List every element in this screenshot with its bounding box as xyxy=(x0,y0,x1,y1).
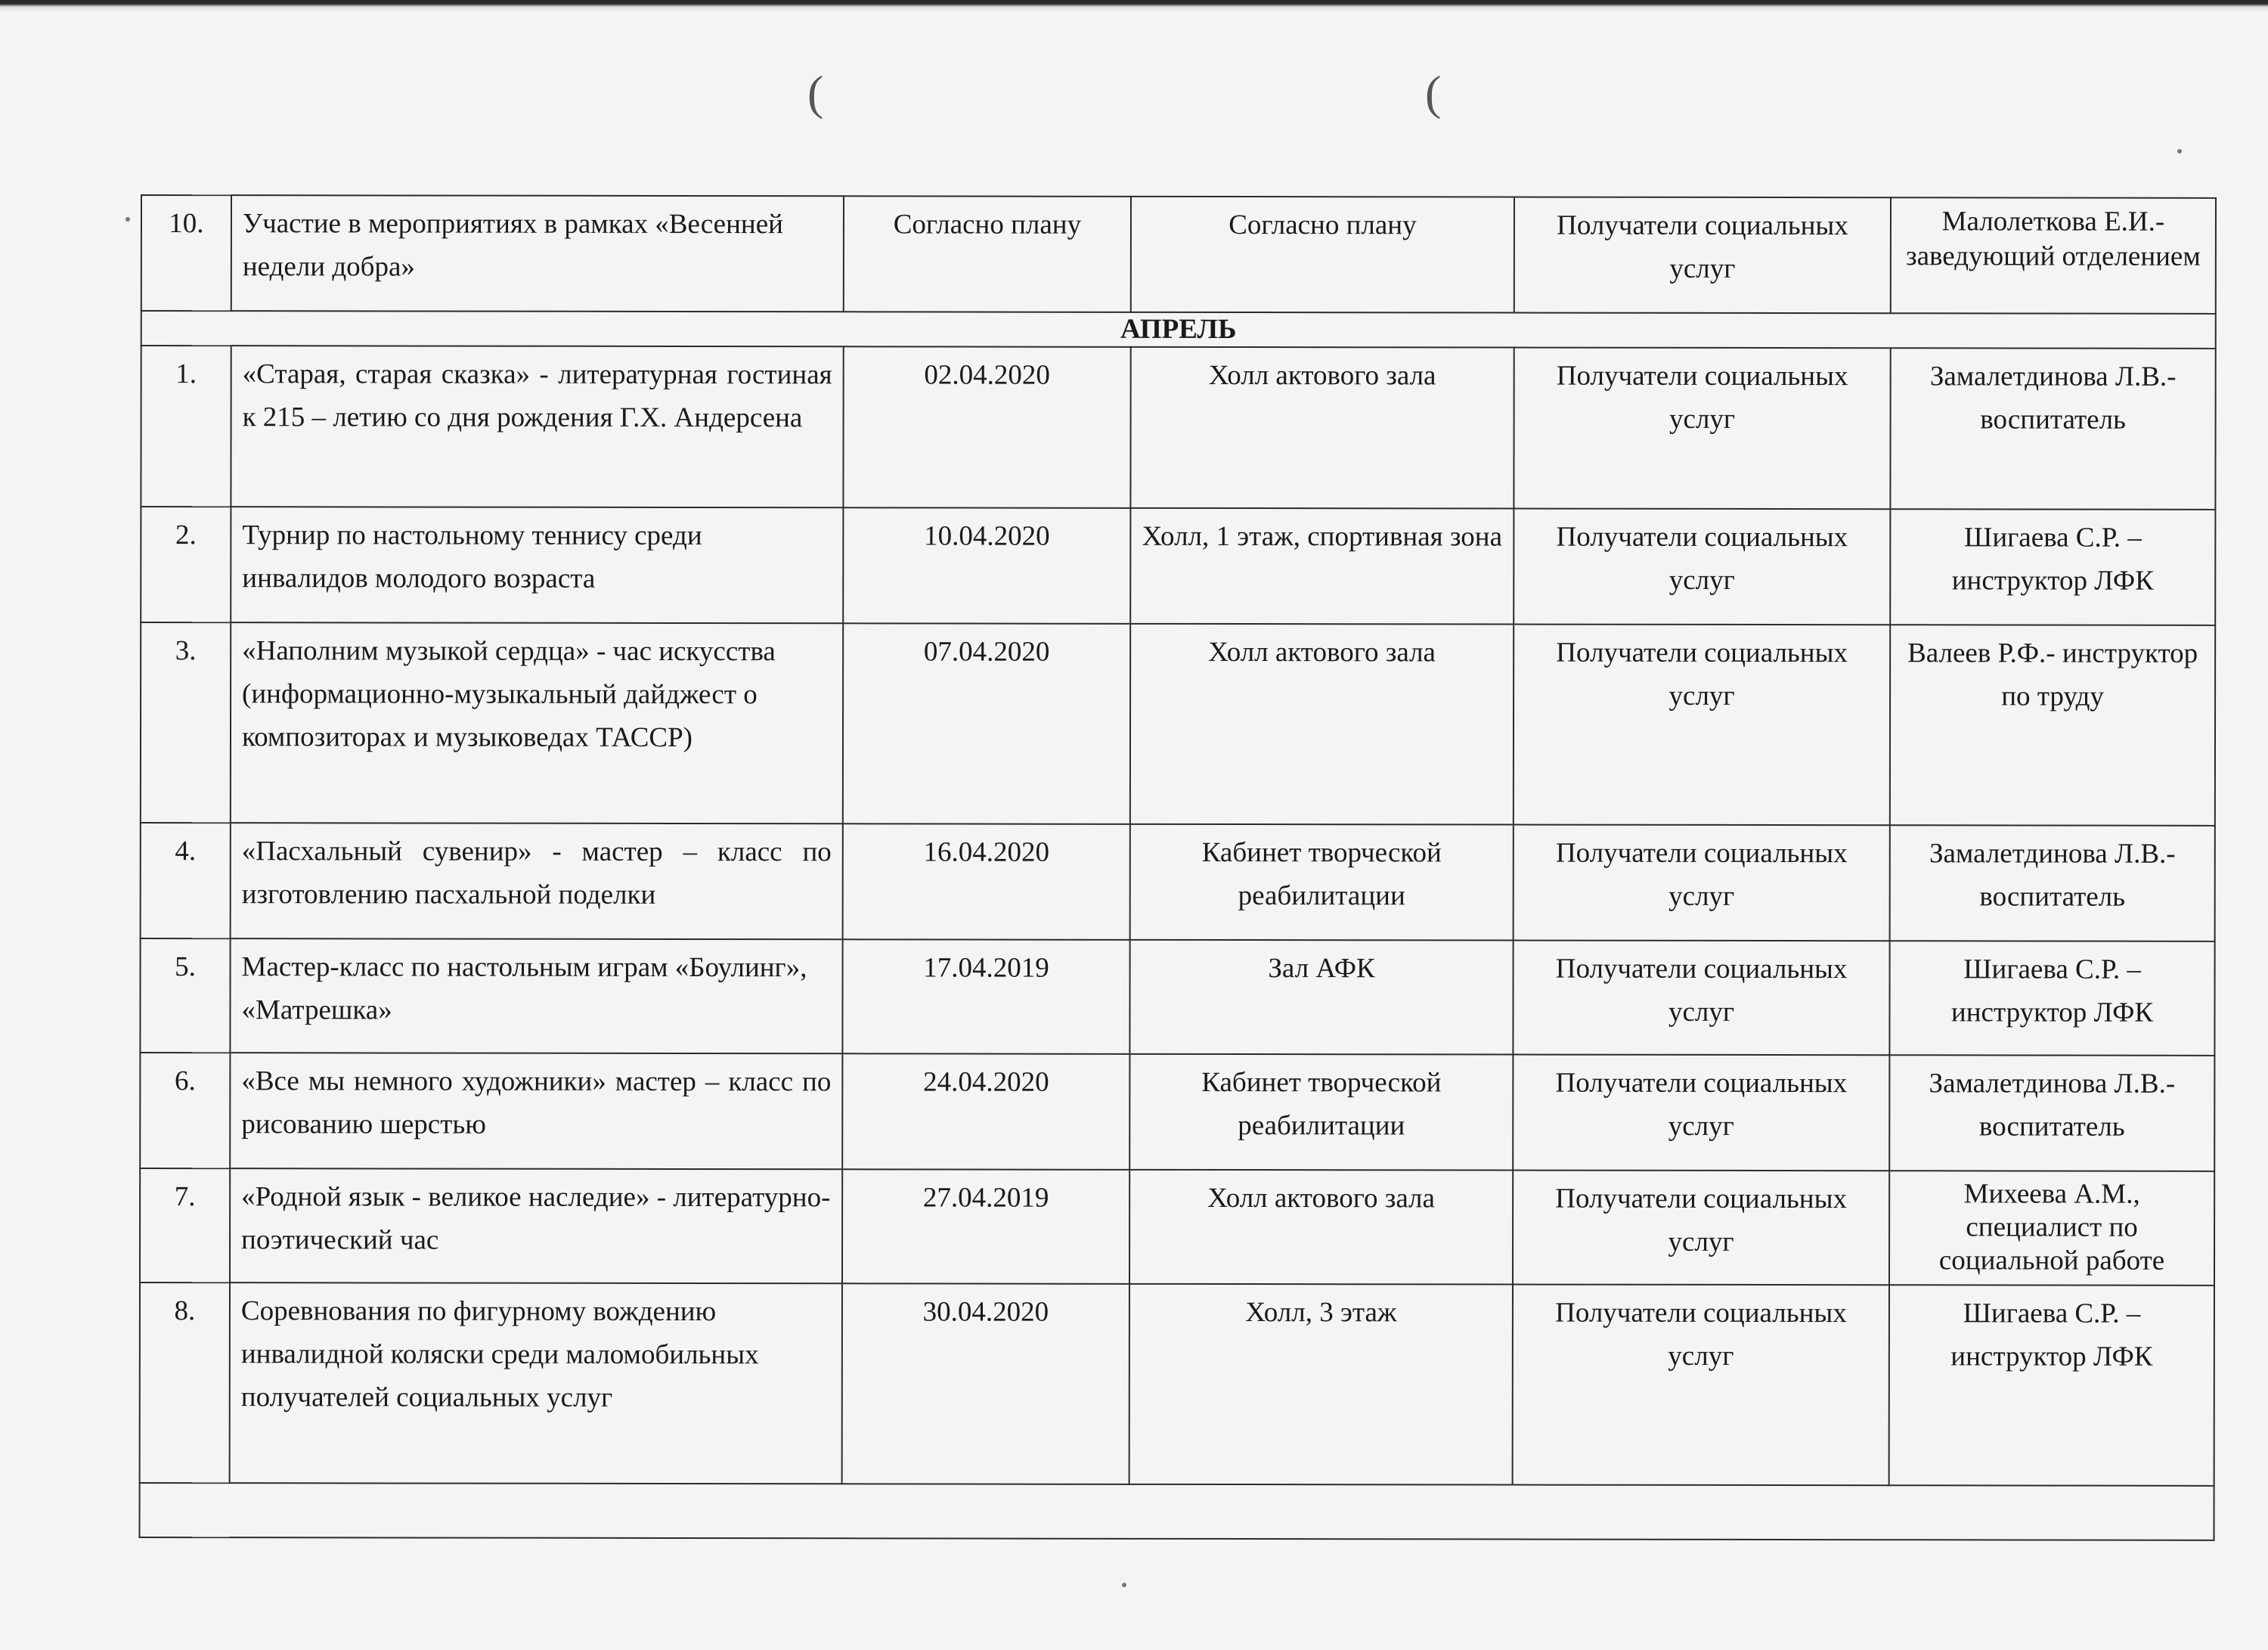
event-date: 02.04.2020 xyxy=(843,346,1130,508)
scan-speck xyxy=(125,217,130,222)
table-row xyxy=(141,823,2215,941)
event-responsible: Шигаева С.Р. – инструктор ЛФК xyxy=(1890,509,2215,625)
event-place: Согласно плану xyxy=(1131,197,1514,313)
event-place: Зал АФК xyxy=(1129,940,1513,1055)
scan-speck xyxy=(1122,1583,1126,1587)
row-number: 8. xyxy=(140,1282,230,1483)
row-number: 5. xyxy=(140,938,230,1053)
row-number: 3. xyxy=(141,622,231,823)
row-number: 2. xyxy=(141,507,231,622)
event-responsible: Михеева А.М., специалист по социальной работе xyxy=(1889,1171,2214,1286)
table-row xyxy=(141,346,2215,510)
event-responsible: Валеев Р.Ф.- инструктор по труду xyxy=(1890,625,2215,826)
event-participants: Получатели социальных услуг xyxy=(1513,1055,1889,1171)
event-title: Турнир по настольному теннису среди инвалидов молодого возраста xyxy=(231,507,843,623)
scan-mark: ( xyxy=(1425,66,1442,119)
event-responsible: Замалетдинова Л.В.-воспитатель xyxy=(1889,1055,2214,1171)
row-number: 7. xyxy=(140,1168,230,1282)
event-title: «Все мы немного художники» мастер – класс по рисованию шерстью xyxy=(230,1053,842,1169)
row-number: 6. xyxy=(140,1053,230,1168)
event-place: Холл актового зала xyxy=(1130,347,1514,509)
event-participants: Получатели социальных услуг xyxy=(1514,197,1891,314)
event-participants: Получатели социальных услуг xyxy=(1514,348,1890,510)
event-date: 27.04.2019 xyxy=(842,1169,1129,1284)
event-title: Участие в мероприятиях в рамках «Весенней недели добра» xyxy=(231,195,844,312)
row-number: 10. xyxy=(141,195,231,311)
event-place: Холл актового зала xyxy=(1130,624,1514,825)
event-participants: Получатели социальных услуг xyxy=(1513,1171,1889,1286)
empty-row xyxy=(140,1483,2214,1540)
event-responsible: Малолеткова Е.И.- заведующий отделением xyxy=(1891,197,2216,314)
event-title: «Пасхальный сувенир» - мастер – класс по изготовлению пасхальной поделки xyxy=(231,823,843,939)
month-heading: АПРЕЛЬ xyxy=(141,311,2216,349)
table-row xyxy=(141,622,2215,826)
event-place: Кабинет творческой реабилитации xyxy=(1129,1054,1513,1171)
event-title: «Наполним музыкой сердца» - час искусства (информационно-музыкальный дайджест о композиторах и музыковедах ТАССР) xyxy=(231,622,843,823)
events-plan-table xyxy=(139,194,2217,1541)
event-title: Мастер-класс по настольным играм «Боулинг», «Матрешка» xyxy=(230,938,842,1053)
event-place: Холл, 3 этаж xyxy=(1129,1284,1513,1485)
row-number: 1. xyxy=(141,346,231,507)
scan-speck xyxy=(2177,149,2182,154)
event-participants: Получатели социальных услуг xyxy=(1514,825,1890,941)
table-row xyxy=(141,195,2216,314)
event-date: 07.04.2020 xyxy=(843,623,1130,824)
event-date: 16.04.2020 xyxy=(843,823,1130,940)
table-row xyxy=(140,1282,2214,1486)
event-participants: Получатели социальных услуг xyxy=(1514,509,1890,625)
event-date: Согласно плану xyxy=(844,196,1131,312)
event-date: 30.04.2020 xyxy=(842,1283,1129,1484)
event-participants: Получатели социальных услуг xyxy=(1514,625,1890,826)
table-row xyxy=(141,507,2215,625)
row-number: 4. xyxy=(141,823,231,938)
scan-mark: ( xyxy=(807,66,824,119)
table-row xyxy=(140,1053,2214,1171)
table-row xyxy=(140,1168,2214,1286)
event-date: 24.04.2020 xyxy=(842,1053,1129,1170)
month-heading-row xyxy=(141,311,2216,349)
event-participants: Получатели социальных услуг xyxy=(1513,941,1889,1056)
event-place: Кабинет творческой реабилитации xyxy=(1130,824,1514,941)
event-date: 10.04.2020 xyxy=(843,507,1130,624)
empty-cell xyxy=(140,1483,2214,1540)
event-participants: Получатели социальных услуг xyxy=(1513,1285,1889,1486)
event-responsible: Замалетдинова Л.В.-воспитатель xyxy=(1890,348,2215,510)
event-title: «Родной язык - великое наследие» - литературно-поэтический час xyxy=(230,1168,842,1283)
event-place: Холл актового зала xyxy=(1129,1170,1513,1285)
event-date: 17.04.2019 xyxy=(842,939,1129,1054)
scan-top-edge xyxy=(0,0,2268,12)
event-responsible: Шигаева С.Р. – инструктор ЛФК xyxy=(1889,1285,2214,1486)
event-title: Соревнования по фигурному вождению инвалидной коляски среди маломобильных получателей социальных услуг xyxy=(230,1282,842,1484)
event-responsible: Замалетдинова Л.В.-воспитатель xyxy=(1890,825,2215,941)
event-responsible: Шигаева С.Р. – инструктор ЛФК xyxy=(1889,941,2214,1056)
event-place: Холл, 1 этаж, спортивная зона xyxy=(1130,508,1514,625)
table-row xyxy=(140,938,2214,1056)
event-title: «Старая, старая сказка» - литературная гостиная к 215 – летию со дня рождения Г.Х. Андерсена xyxy=(231,346,843,507)
